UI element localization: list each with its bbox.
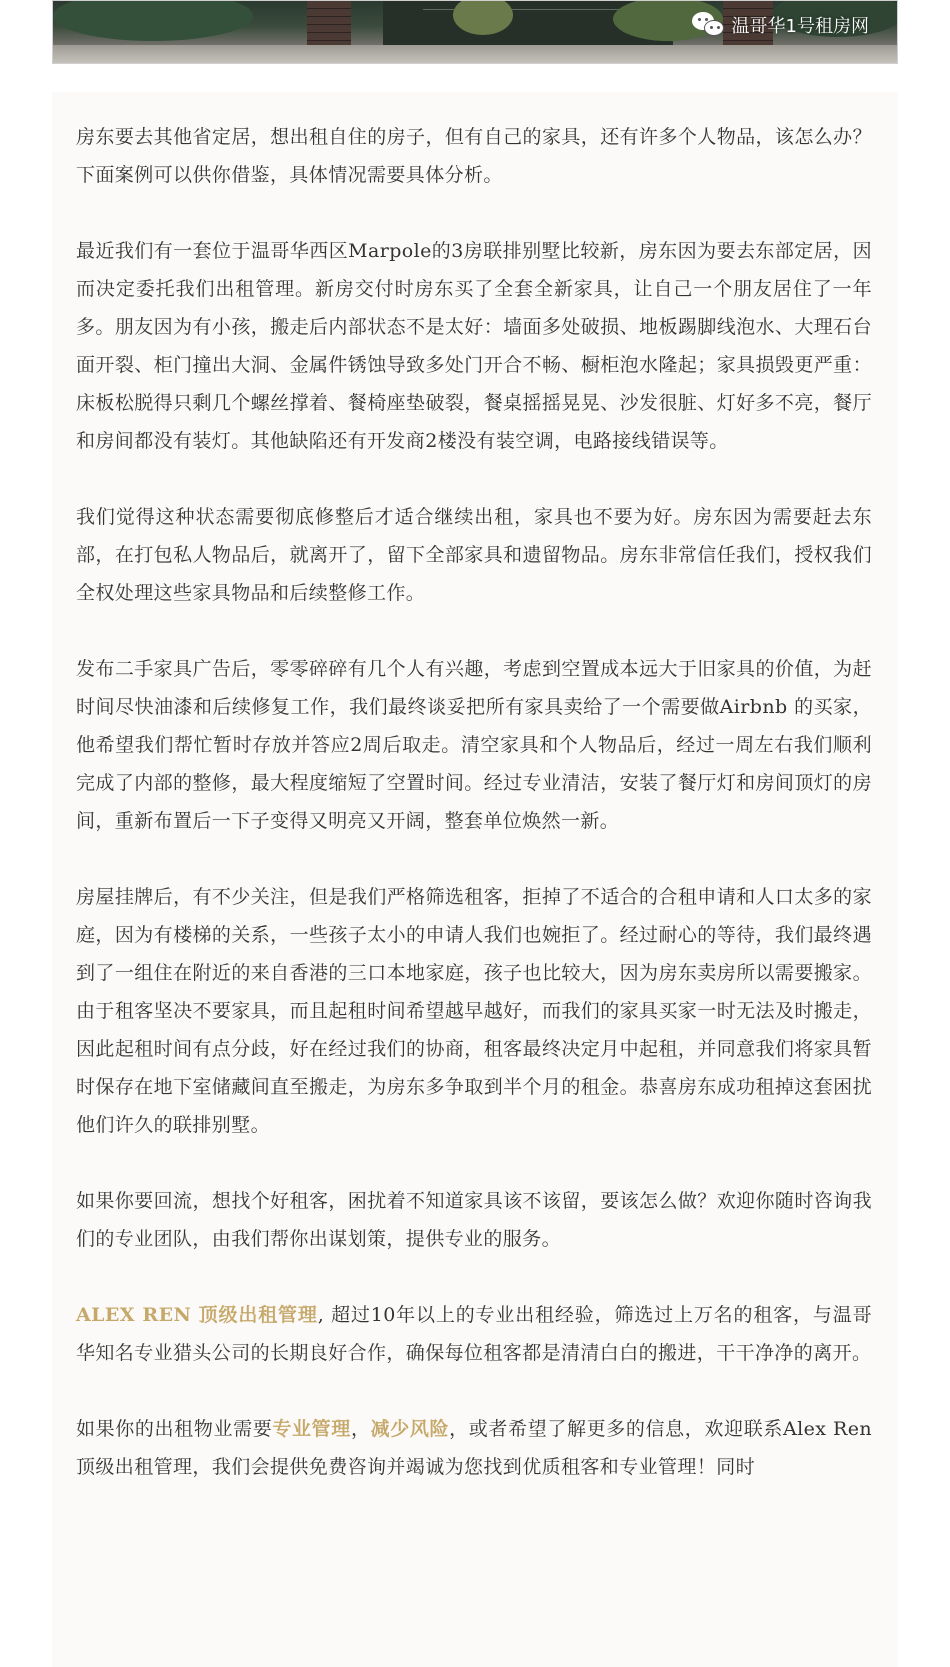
- article-paragraph-2: 最近我们有一套位于温哥华西区Marpole的3房联排别墅比较新，房东因为要去东部定居，因而决定委托我们出租管理。新房交付时房东买了全套全新家具，让自己一个朋友居住了一年多。朋友因为有小孩，搬走后内部状态不是太好：墙面多处破损、地板踢脚线泡水、大理石台面开裂、柜门撞出大洞、金属件锈蚀导致多处门开合不畅、橱柜泡水隆起；家具损毁更严重：床板松脱得只剩几个螺丝撑着、餐椅座垫破裂，餐桌摇摇晃晃、沙发很脏、灯好多不亮，餐厅和房间都没有装灯。其他缺陷还有开发商2楼没有装空调，电路接线错误等。: [76, 240, 872, 452]
- watermark: [692, 11, 869, 39]
- article-paragraph-5: 房屋挂牌后，有不少关注，但是我们严格筛选租客，拒掉了不适合的合租申请和人口太多的家庭，因为有楼梯的关系，一些孩子太小的申请人我们也婉拒了。经过耐心的等待，我们最终遇到了一组住在附近的来自香港的三口本地家庭，孩子也比较大，因为房东卖房所以需要搬家。由于租客坚决不要家具，而且起租时间希望越早越好，而我们的家具买家一时无法及时搬走，因此起租时间有点分歧，好在经过我们的协商，租客最终决定月中起租，并同意我们将家具暂时保存在地下室储藏间直至搬走，为房东多争取到半个月的租金。恭喜房东成功租掉这套困扰他们许久的联排别墅。: [76, 886, 872, 1136]
- wechat-icon: [692, 12, 726, 38]
- article-paragraph-3: 我们觉得这种状态需要彻底修整后才适合继续出租，家具也不要为好。房东因为需要赶去东部，在打包私人物品后，就离开了，留下全部家具和遗留物品。房东非常信任我们，授权我们全权处理这些家具物品和后续整修工作。: [76, 506, 872, 604]
- highlight-professional-management: 专业管理: [272, 1418, 351, 1440]
- paragraph-7-text: , 超过10年以上的专业出租经验，筛选过上万名的租客，与温哥华知名专业猎头公司的长期良好合作，确保每位租客都是清清白白的搬进，干干净净的离开。: [76, 1304, 872, 1364]
- article-paragraph-7: [76, 1296, 872, 1372]
- ground-strip: [53, 45, 897, 64]
- article-paragraph-1: 房东要去其他省定居，想出租自住的房子，但有自己的家具，还有许多个人物品，该怎么办？下面案例可以供你借鉴，具体情况需要具体分析。: [76, 126, 872, 186]
- article-paragraph-6: 如果你要回流，想找个好租客，困扰着不知道家具该不该留，要该怎么做？欢迎你随时咨询我们的专业团队，由我们帮你出谋划策，提供专业的服务。: [76, 1190, 872, 1250]
- paragraph-8-lead: 如果你的出租物业需要: [76, 1418, 273, 1440]
- foliage-left: [53, 0, 253, 41]
- brand-highlight: ALEX REN 顶级出租管理: [76, 1304, 318, 1326]
- header-banner-image: [52, 0, 898, 64]
- paragraph-8-rest: ，或者希望了解更多的信息，欢迎联系Alex Ren顶级出租管理，我们会提供免费咨询并竭诚为您找到优质租客和专业管理！同时: [76, 1418, 872, 1478]
- watermark-text: 温哥华1号租房网: [731, 16, 869, 37]
- paragraph-8-comma: ，: [350, 1418, 371, 1440]
- article-paragraph-8: [76, 1410, 872, 1486]
- article-paragraph-4: 发布二手家具广告后，零零碎碎有几个人有兴趣，考虑到空置成本远大于旧家具的价值，为赶时间尽快油漆和后续修复工作，我们最终谈妥把所有家具卖给了一个需要做Airbnb 的买家，他希望我们帮忙暂时存放并答应2周后取走。清空家具和个人物品后，经过一周左右我们顺利完成了内部的整修，最大程度缩短了空置时间。经过专业清洁，安装了餐厅灯和房间顶灯的房间，重新布置后一下子变得又明亮又开阔，整套单位焕然一新。: [76, 658, 872, 832]
- article-body: [52, 92, 898, 1667]
- brick-pillar-left: [307, 1, 351, 47]
- highlight-reduce-risk: 减少风险: [370, 1418, 450, 1440]
